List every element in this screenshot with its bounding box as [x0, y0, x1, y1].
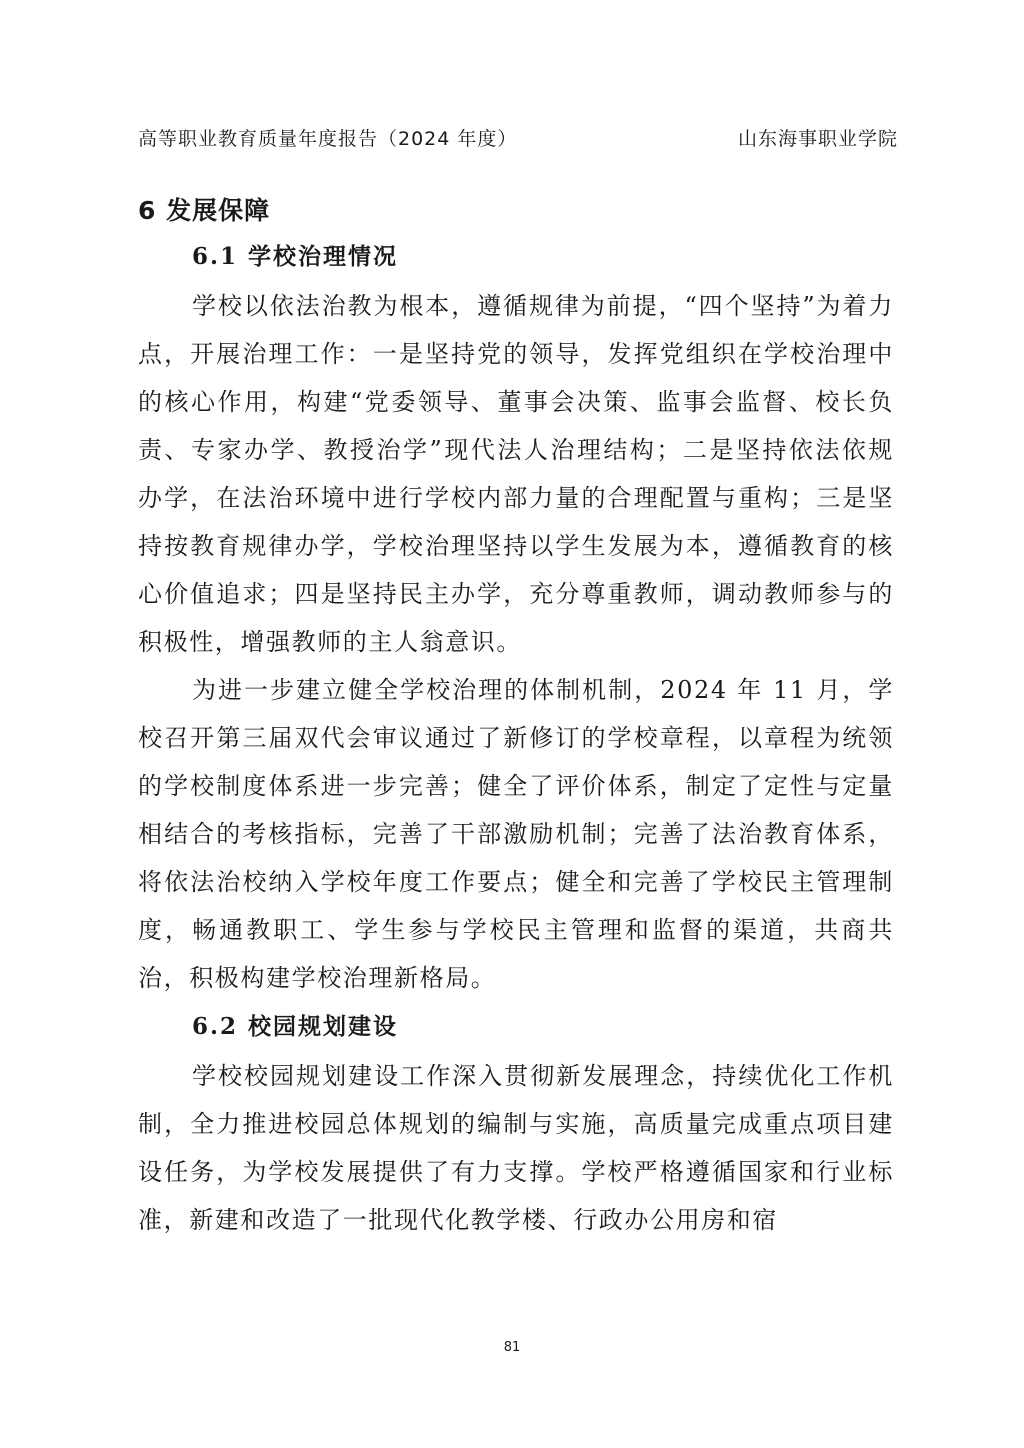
page-header	[138, 124, 898, 154]
page-number: 81	[503, 1340, 521, 1355]
paragraph: 学校以依法治教为根本，遵循规律为前提，“四个坚持”为着力点，开展治理工作：一是坚持党的领导，发挥党组织在学校治理中的核心作用，构建“党委领导、董事会决策、监事会监督、校长负责、专家办学、教授治学”现代法人治理结构；二是坚持依法依规办学，在法治环境中进行学校内部力量的合理配置与重构；三是坚持按教育规律办学，学校治理坚持以学生发展为本，遵循教育的核心价值追求；四是坚持民主办学，充分尊重教师，调动教师参与的积极性，增强教师的主人翁意识。	[138, 292, 894, 656]
paragraph: 学校校园规划建设工作深入贯彻新发展理念，持续优化工作机制，全力推进校园总体规划的编制与实施，高质量完成重点项目建设任务，为学校发展提供了有力支撑。学校严格遵循国家和行业标准，新建和改造了一批现代化教学楼、行政办公用房和宿	[138, 1062, 894, 1234]
report-title: 高等职业教育质量年度报告（2024 年度）	[138, 128, 518, 150]
subsection-title-campus-planning: 6.2 校园规划建设	[192, 1013, 399, 1040]
paragraph: 为进一步建立健全学校治理的体制机制，2024 年 11 月，学校召开第三届双代会审议通过了新修订的学校章程，以章程为统领的学校制度体系进一步完善；健全了评价体系，制定了定性与定量相结合的考核指标，完善了干部激励机制；完善了法治教育体系，将依法治校纳入学校年度工作要点；健全和完善了学校民主管理制度，畅通教职工、学生参与学校民主管理和监督的渠道，共商共治，积极构建学校治理新格局。	[138, 676, 894, 992]
subsection-title-governance: 6.1 学校治理情况	[192, 243, 399, 270]
institution-name: 山东海事职业学院	[737, 128, 898, 150]
section-title: 6 发展保障	[138, 196, 271, 225]
page-body	[138, 190, 894, 1244]
